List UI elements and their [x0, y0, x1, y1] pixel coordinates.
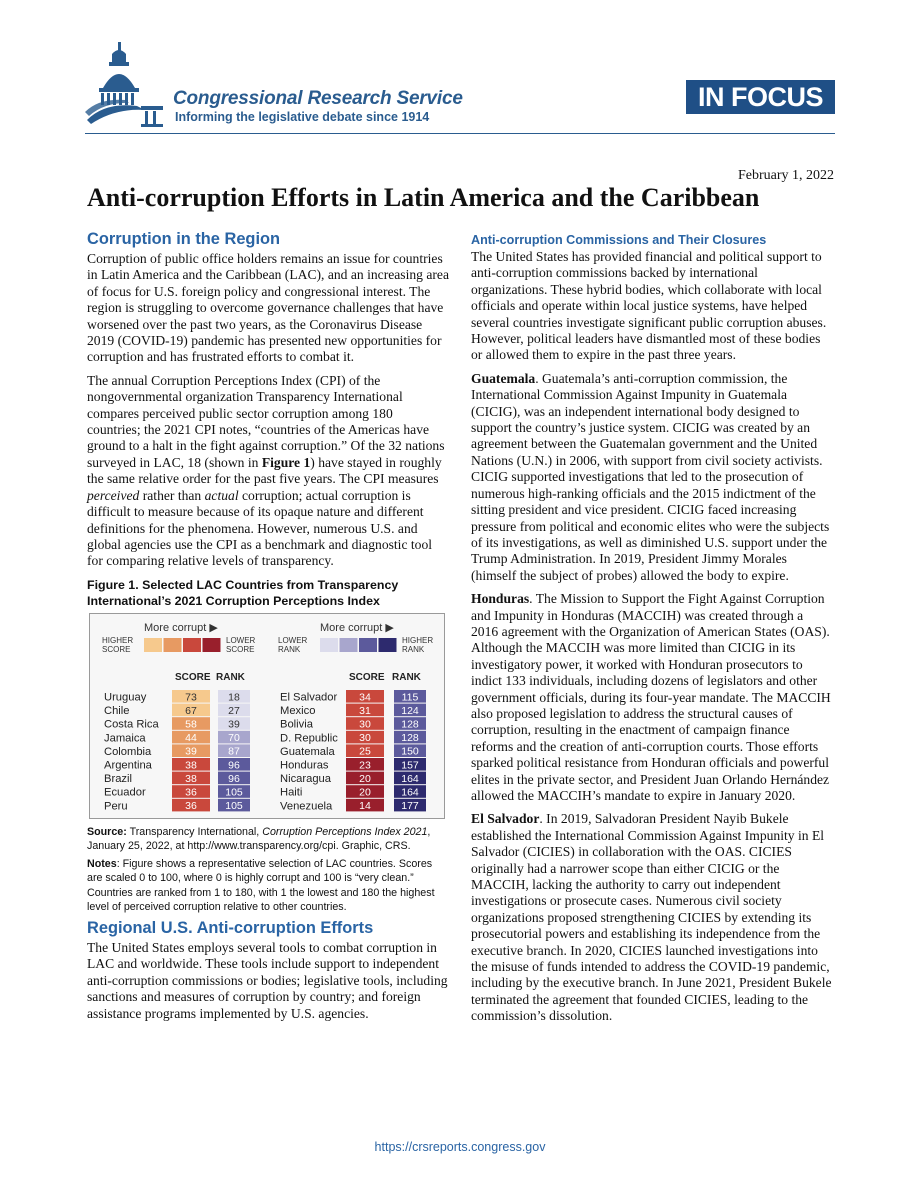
legend-swatch — [340, 638, 358, 652]
rank-value: 164 — [401, 786, 419, 799]
rank-value: 150 — [401, 745, 419, 758]
score-value: 39 — [185, 745, 197, 758]
cpi-figure — [89, 613, 445, 819]
country-label: D. Republic — [280, 732, 338, 745]
legend-swatch — [164, 638, 182, 652]
country-label: Honduras — [280, 759, 329, 772]
legend-right-label: RANK — [402, 644, 425, 654]
header-rule — [85, 133, 835, 134]
publication-date: February 1, 2022 — [737, 168, 834, 183]
legend-right-label: HIGHER — [402, 635, 434, 645]
capitol-dome-logo — [85, 40, 175, 128]
rank-value: 124 — [401, 704, 419, 717]
figure-notes: Notes: Figure shows a representative selection of LAC countries. Scores are scaled 0 to 100, where 0 is highly corrupt and 100 is “very clean.” Countries are ranked from 1 to 180, with 1 the lowest and 180 the highest level of perceived corruption relative to other countries. — [87, 858, 435, 913]
legend-right-label: LOWER — [226, 635, 256, 645]
legend-left-label: RANK — [278, 644, 301, 654]
country-label: Peru — [104, 800, 128, 813]
legend-more-corrupt-label: More corrupt ▶ — [144, 621, 218, 634]
brand-subtitle: Informing the legislative debate since 1914 — [175, 110, 430, 124]
rank-value: 39 — [228, 718, 240, 731]
score-value: 23 — [359, 759, 371, 772]
figure-caption: Figure 1. Selected LAC Countries from Transparency International’s 2021 Corruption Perceptions Index — [87, 577, 399, 608]
score-value: 30 — [359, 718, 371, 731]
country-label: Argentina — [104, 759, 152, 772]
score-value: 20 — [359, 786, 371, 799]
paragraph-honduras: Honduras. The Mission to Support the Fight Against Corruption and Impunity in Honduras (MACCIH) was created through a 2016 agreement with the Organization of American States (OAS). Although the MACCIH was more limited than CICIG in its investigatory power, it worked with Honduran prosecutors to indict 133 individuals, including dozens of legislators and other government officials, during its four-year mandate. The MACCIH also proposed legislation to address the structural causes of corruption, resulting in the enactment of campaign finance reforms and the creation of anti-corruption courts. Those efforts sparked political resistance from Honduran officials and powerful elites in the private sector, and President Juan Orlando Hernández allowed the MACCIH’s mandate to expire in January 2020. — [471, 591, 831, 803]
score-value: 67 — [185, 704, 197, 717]
paragraph-us-tools: The United States employs several tools to combat corruption in LAC and worldwide. These tools include support to independent anti-corruption commissions or bodies; legislative tools, including sanctions and measures of corruption by country; and foreign assistance programs implemented by U.S. agencies. — [87, 939, 448, 1021]
score-value: 34 — [359, 691, 371, 704]
score-value: 20 — [359, 772, 371, 785]
country-label: Chile — [104, 704, 130, 717]
brand-title: Congressional Research Service — [173, 88, 463, 109]
rank-value: 18 — [228, 691, 240, 704]
country-label: Jamaica — [104, 732, 146, 745]
score-value: 44 — [185, 731, 197, 744]
legend-right-label: SCORE — [226, 644, 255, 654]
column-header-score: SCORE — [175, 671, 211, 683]
legend-left-label: LOWER — [278, 635, 308, 645]
rank-value: 128 — [401, 718, 419, 731]
country-label: Haiti — [280, 786, 303, 799]
rank-value: 27 — [228, 704, 240, 717]
legend-swatch — [203, 638, 221, 652]
rank-value: 96 — [228, 759, 240, 772]
section-heading-us-efforts: Regional U.S. Anti-corruption Efforts — [87, 918, 374, 937]
column-header-rank: RANK — [392, 671, 421, 683]
left-column — [87, 229, 449, 1029]
rank-value: 157 — [401, 759, 419, 772]
rank-value: 70 — [228, 731, 240, 744]
score-value: 58 — [185, 718, 197, 731]
score-value: 38 — [185, 759, 197, 772]
cpi-chart — [90, 614, 444, 818]
legend-left-label: HIGHER — [102, 635, 134, 645]
country-label: Venezuela — [280, 800, 333, 813]
score-value: 25 — [359, 745, 371, 758]
country-label: Brazil — [104, 772, 132, 785]
score-value: 31 — [359, 704, 371, 717]
rank-value: 128 — [401, 731, 419, 744]
country-label: Costa Rica — [104, 718, 159, 731]
section-heading-corruption: Corruption in the Region — [87, 230, 281, 248]
country-label: Uruguay — [104, 691, 147, 704]
legend-swatch — [359, 638, 377, 652]
rank-value: 177 — [401, 799, 419, 812]
footer-url[interactable]: https://crsreports.congress.gov — [374, 1140, 546, 1154]
paragraph-intro: Corruption of public office holders remains an issue for countries in Latin America and the Caribbean (LAC), and an increasing area of focus for U.S. foreign policy and congressional interest. The region is struggling to overcome governance challenges that have worsened over the past two years, as the Coronavirus Disease 2019 (COVID-19) pandemic has presented new opportunities for corruption and has frustrated efforts to combat it. — [87, 251, 449, 365]
paragraph-cpi: The annual Corruption Perceptions Index (CPI) of the nongovernmental organization Transparency International compares perceived public sector corruption among 180 countries; the 2021 CPI notes, “countries of the Americas have ground to a halt in the fight against corruption.” Of the 32 nations surveyed in LAC, 18 (shown in Figure 1) have stayed in roughly the same relative order for the past five years. The CPI measures perceived rather than actual corruption; actual corruption is difficult to measure because of its opaque nature and different definitions for the phenomena. However, numerous U.S. and global agencies use the CPI as a benchmark and diagnostic tool for comparing relative levels of transparency. — [87, 372, 445, 569]
rank-value: 96 — [228, 772, 240, 785]
figure-source: Source: Transparency International, Corruption Perceptions Index 2021, January 25, 2022, at http://www.transparency.org/cpi. Graphic, CRS. — [87, 825, 431, 852]
in-focus-badge: IN FOCUS — [686, 80, 835, 114]
score-value: 36 — [185, 799, 197, 812]
right-column — [471, 229, 833, 1032]
paragraph-commissions: The United States has provided financial and political support to anti-corruption commissions backed by international organizations. These hybrid bodies, which collaborate with local officials and operate within local justice systems, have helped several countries investigate significant public corruption abuses. However, political leaders have dismantled most of these bodies or allowed them to expire in the past three years. — [471, 249, 827, 363]
country-label: Ecuador — [104, 786, 146, 799]
score-value: 36 — [185, 786, 197, 799]
country-label: Guatemala — [280, 745, 335, 758]
score-value: 30 — [359, 731, 371, 744]
paragraph-el-salvador: El Salvador. In 2019, Salvadoran President Nayib Bukele established the International Commission Against Impunity in El Salvador (CICIES) in collaboration with the OAS. CICIES originally had a narrower scope than either CICIG or the MACCIH, lacking the authority to carry out independent investigations or prosecute cases. Numerous civil society organizations proposed strengthening CICIES by extending its prosecutorial powers and establishing its independence from the executive branch. In 2020, CICIES launched investigations into the misuse of funds intended to address the COVID-19 pandemic, including by the executive branch. In June 2021, President Bukele terminated the agreement that founded CICIES, leading to the commission’s dissolution. — [471, 811, 832, 1024]
rank-value: 164 — [401, 772, 419, 785]
country-label: Colombia — [104, 745, 152, 758]
legend-more-corrupt-label: More corrupt ▶ — [320, 621, 394, 634]
paragraph-guatemala: Guatemala. Guatemala’s anti-corruption commission, the International Commission Against Impunity in Guatemala (CICIG), was an independent international body designed to support the country’s justice system. CICIG was created by an agreement between the Guatemalan government and the United Nations (U.N.) in 2006, with support from civil society activists. CICIG supported investigations that led to the prosecution of numerous high-ranking officials and the 2015 indictment of the sitting president and vice president. CICIG faced increasing pressure from political and economic elites who were the subjects of its investigations, as well as diminished U.S. support under the Trump Administration. In 2019, President Jimmy Morales (himself the subject of probes) allowed the body to expire. — [471, 370, 830, 583]
subheading-commissions: Anti-corruption Commissions and Their Closures — [471, 233, 767, 247]
score-value: 73 — [185, 691, 197, 704]
rank-value: 87 — [228, 745, 240, 758]
column-header-rank: RANK — [216, 671, 245, 683]
legend-swatch — [379, 638, 397, 652]
country-label: Mexico — [280, 704, 316, 717]
country-label: El Salvador — [280, 691, 338, 704]
rank-value: 115 — [401, 691, 419, 704]
rank-value: 105 — [225, 786, 243, 799]
country-label: Nicaragua — [280, 772, 331, 785]
page-title: Anti-corruption Efforts in Latin America and the Caribbean — [87, 183, 760, 212]
country-label: Bolivia — [280, 718, 313, 731]
score-value: 38 — [185, 772, 197, 785]
legend-left-label: SCORE — [102, 644, 131, 654]
page-header — [85, 40, 835, 132]
legend-swatch — [144, 638, 162, 652]
rank-value: 105 — [225, 799, 243, 812]
legend-swatch — [183, 638, 201, 652]
legend-swatch — [320, 638, 338, 652]
score-value: 14 — [359, 799, 371, 812]
column-header-score: SCORE — [349, 671, 385, 683]
figure-reference: Figure 1 — [261, 454, 311, 470]
